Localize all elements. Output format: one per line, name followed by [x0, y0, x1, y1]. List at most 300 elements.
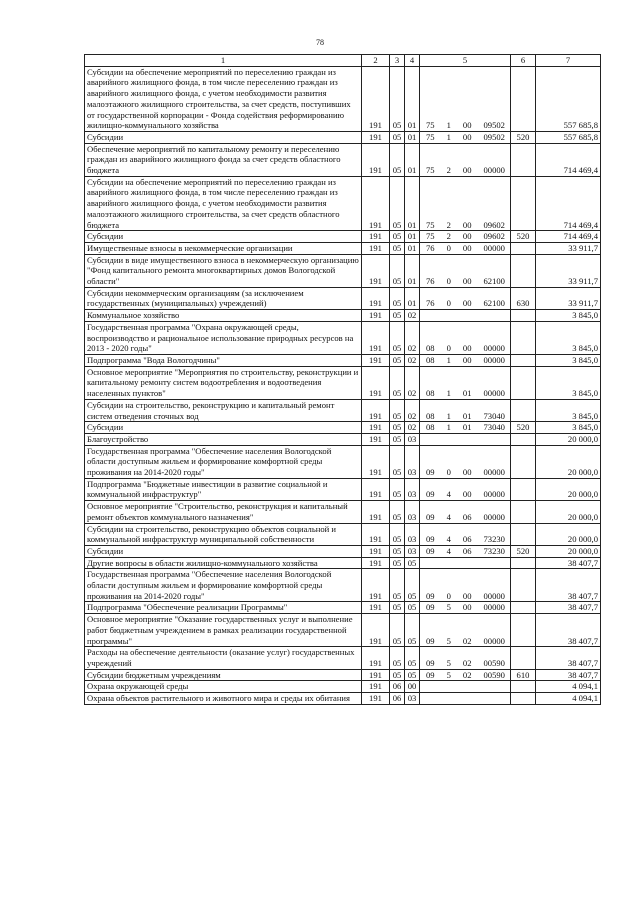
- target-article-code: [422, 546, 508, 557]
- target-article-part: 00000: [483, 511, 505, 522]
- target-article-part: 00: [462, 165, 472, 176]
- target-article-part: 73040: [483, 422, 505, 433]
- target-article-part: 0: [446, 343, 451, 354]
- row-admin-code: 191: [362, 399, 390, 421]
- target-article-part: 00: [462, 131, 472, 142]
- row-target-article: [420, 669, 511, 681]
- row-amount: 4 094,1: [536, 693, 601, 705]
- row-target-article: [420, 693, 511, 705]
- row-name: Государственная программа "Охрана окружающей среды, воспроизводство и рациональное использование природных ресурсов на 2013 - 2020 годы": [85, 321, 362, 354]
- row-amount: 33 911,7: [536, 242, 601, 254]
- row-section-code: 05: [390, 399, 405, 421]
- row-amount: 557 685,8: [536, 66, 601, 131]
- target-article-part: 1: [446, 131, 451, 142]
- row-section-code: 05: [390, 321, 405, 354]
- row-name: Субсидии: [85, 545, 362, 557]
- table-row: [85, 614, 601, 647]
- target-article-code: [422, 591, 508, 602]
- table-row: [85, 354, 601, 366]
- target-article-part: 76: [426, 276, 435, 287]
- table-row: [85, 287, 601, 309]
- target-article-part: 5: [446, 602, 451, 613]
- row-name: Подпрограмма "Обеспечение реализации Программы": [85, 602, 362, 614]
- target-article-part: 75: [426, 231, 435, 242]
- row-amount: 20 000,0: [536, 501, 601, 523]
- row-admin-code: 191: [362, 523, 390, 545]
- row-expense-type: [511, 602, 536, 614]
- target-article-part: 00: [462, 276, 472, 287]
- row-admin-code: 191: [362, 176, 390, 231]
- row-admin-code: 191: [362, 321, 390, 354]
- row-section-code: 05: [390, 143, 405, 176]
- row-admin-code: 191: [362, 693, 390, 705]
- target-article-part: 00: [462, 602, 472, 613]
- target-article-part: 4: [446, 534, 451, 545]
- row-amount: 33 911,7: [536, 254, 601, 287]
- row-admin-code: 191: [362, 310, 390, 322]
- row-section-code: 05: [390, 478, 405, 500]
- row-expense-type: [511, 647, 536, 669]
- row-target-article: [420, 242, 511, 254]
- row-expense-type: [511, 501, 536, 523]
- row-expense-type: [511, 143, 536, 176]
- table-row: [85, 254, 601, 287]
- row-name: Государственная программа "Обеспечение населения Вологодской области доступным жильем и формирование комфортной среды проживания на 2014-2020 годы": [85, 445, 362, 478]
- row-subsection-code: 01: [405, 231, 420, 243]
- col-header-5: 5: [420, 55, 511, 67]
- row-target-article: [420, 66, 511, 131]
- row-section-code: 05: [390, 557, 405, 569]
- target-article-part: 06: [462, 511, 472, 522]
- row-name: Субсидии: [85, 131, 362, 143]
- row-admin-code: 191: [362, 433, 390, 445]
- row-section-code: 05: [390, 254, 405, 287]
- row-admin-code: 191: [362, 557, 390, 569]
- target-article-part: 73230: [483, 534, 505, 545]
- target-article-code: [422, 343, 508, 354]
- target-article-part: 00: [462, 298, 472, 309]
- row-section-code: 05: [390, 501, 405, 523]
- target-article-part: 08: [426, 343, 435, 354]
- row-amount: 38 407,7: [536, 669, 601, 681]
- row-amount: 38 407,7: [536, 602, 601, 614]
- target-article-part: 4: [446, 545, 451, 556]
- target-article-code: [422, 636, 508, 647]
- row-expense-type: [511, 176, 536, 231]
- table-row: [85, 681, 601, 693]
- row-subsection-code: 02: [405, 366, 420, 399]
- row-name: Субсидии на обеспечение мероприятий по переселению граждан из аварийного жилищного фонда, в том числе переселению граждан из аварийного жилищного фонда, с учетом необходимости развития малоэтажного жилищного строительства, за счет средств, поступивших от государственной корпорации - Фонда содействия реформированию жилищно-коммунального хозяйства: [85, 66, 362, 131]
- table-row: [85, 557, 601, 569]
- row-expense-type: [511, 354, 536, 366]
- row-name: Охрана объектов растительного и животного мира и среды их обитания: [85, 693, 362, 705]
- row-target-article: [420, 354, 511, 366]
- target-article-code: [422, 231, 508, 242]
- target-article-part: 00000: [483, 165, 505, 176]
- row-expense-type: [511, 523, 536, 545]
- row-section-code: 05: [390, 614, 405, 647]
- target-article-code: [422, 120, 508, 131]
- row-target-article: [420, 545, 511, 557]
- row-admin-code: 191: [362, 669, 390, 681]
- row-target-article: [420, 254, 511, 287]
- target-article-code: [422, 422, 508, 433]
- target-article-part: 2: [446, 219, 451, 230]
- row-admin-code: 191: [362, 66, 390, 131]
- row-section-code: 05: [390, 647, 405, 669]
- target-article-part: 00: [462, 120, 472, 131]
- row-name: Коммунальное хозяйство: [85, 310, 362, 322]
- target-article-part: 08: [426, 388, 435, 399]
- target-article-part: 00: [462, 343, 472, 354]
- table-row: [85, 501, 601, 523]
- row-target-article: [420, 569, 511, 602]
- target-article-part: 00000: [483, 354, 505, 365]
- target-article-part: 09: [426, 602, 435, 613]
- row-target-article: [420, 557, 511, 569]
- target-article-code: [422, 165, 508, 176]
- target-article-part: 00000: [483, 590, 505, 601]
- target-article-part: 09: [426, 635, 435, 646]
- row-target-article: [420, 523, 511, 545]
- row-section-code: 05: [390, 66, 405, 131]
- target-article-part: 02: [462, 635, 472, 646]
- target-article-part: 00590: [483, 669, 505, 680]
- row-amount: 714 469,4: [536, 176, 601, 231]
- target-article-part: 00: [462, 242, 472, 253]
- row-admin-code: 191: [362, 647, 390, 669]
- target-article-part: 00000: [483, 467, 505, 478]
- row-expense-type: [511, 399, 536, 421]
- table-row: [85, 478, 601, 500]
- row-expense-type: 520: [511, 131, 536, 143]
- target-article-part: 2: [446, 165, 451, 176]
- target-article-part: 01: [462, 422, 472, 433]
- target-article-code: [422, 243, 508, 254]
- target-article-code: [422, 489, 508, 500]
- table-row: [85, 66, 601, 131]
- row-expense-type: 630: [511, 287, 536, 309]
- target-article-part: 01: [462, 388, 472, 399]
- table-row: [85, 569, 601, 602]
- table-row: [85, 545, 601, 557]
- target-article-part: 00: [462, 489, 472, 500]
- table-row: [85, 445, 601, 478]
- row-subsection-code: 01: [405, 176, 420, 231]
- target-article-part: 09: [426, 657, 435, 668]
- row-target-article: [420, 321, 511, 354]
- target-article-part: 5: [446, 657, 451, 668]
- target-article-part: 01: [462, 410, 472, 421]
- row-subsection-code: 05: [405, 602, 420, 614]
- target-article-code: [422, 658, 508, 669]
- row-subsection-code: 05: [405, 669, 420, 681]
- row-expense-type: [511, 478, 536, 500]
- row-admin-code: 191: [362, 287, 390, 309]
- row-admin-code: 191: [362, 602, 390, 614]
- target-article-code: [422, 355, 508, 366]
- target-article-part: 09: [426, 467, 435, 478]
- row-section-code: 05: [390, 176, 405, 231]
- target-article-part: 09502: [483, 131, 505, 142]
- row-admin-code: 191: [362, 231, 390, 243]
- row-subsection-code: 02: [405, 399, 420, 421]
- row-section-code: 05: [390, 669, 405, 681]
- row-section-code: 05: [390, 445, 405, 478]
- target-article-part: 08: [426, 422, 435, 433]
- row-amount: 3 845,0: [536, 422, 601, 434]
- target-article-code: [422, 512, 508, 523]
- target-article-part: 4: [446, 511, 451, 522]
- row-name: Основное мероприятие "Оказание государственных услуг и выполнение работ бюджетным учреждением в рамках реализации государственной программы": [85, 614, 362, 647]
- table-row: [85, 231, 601, 243]
- row-section-code: 05: [390, 310, 405, 322]
- row-expense-type: [511, 321, 536, 354]
- row-subsection-code: 01: [405, 254, 420, 287]
- row-name: Другие вопросы в области жилищно-коммунального хозяйства: [85, 557, 362, 569]
- target-article-part: 09: [426, 534, 435, 545]
- target-article-part: 73230: [483, 545, 505, 556]
- target-article-part: 1: [446, 120, 451, 131]
- row-subsection-code: 01: [405, 131, 420, 143]
- target-article-part: 06: [462, 534, 472, 545]
- row-target-article: [420, 176, 511, 231]
- row-expense-type: [511, 569, 536, 602]
- target-article-code: [422, 220, 508, 231]
- target-article-part: 0: [446, 467, 451, 478]
- target-article-part: 00000: [483, 489, 505, 500]
- row-name: Государственная программа "Обеспечение населения Вологодской области доступным жильем и формирование комфортной среды проживания на 2014-2020 годы": [85, 569, 362, 602]
- target-article-part: 4: [446, 489, 451, 500]
- target-article-part: 09602: [483, 231, 505, 242]
- target-article-part: 75: [426, 120, 435, 131]
- row-target-article: [420, 310, 511, 322]
- target-article-part: 08: [426, 410, 435, 421]
- row-subsection-code: 01: [405, 287, 420, 309]
- row-name: Подпрограмма "Бюджетные инвестиции в развитие социальной и коммунальной инфраструктур": [85, 478, 362, 500]
- row-section-code: 05: [390, 523, 405, 545]
- target-article-part: 08: [426, 354, 435, 365]
- row-amount: 3 845,0: [536, 354, 601, 366]
- target-article-part: 00000: [483, 635, 505, 646]
- row-admin-code: 191: [362, 569, 390, 602]
- table-row: [85, 669, 601, 681]
- row-section-code: 05: [390, 131, 405, 143]
- row-expense-type: [511, 66, 536, 131]
- row-admin-code: 191: [362, 478, 390, 500]
- row-subsection-code: 03: [405, 523, 420, 545]
- row-section-code: 05: [390, 602, 405, 614]
- row-name: Имущественные взносы в некоммерческие организации: [85, 242, 362, 254]
- col-header-1: 1: [85, 55, 362, 67]
- target-article-part: 1: [446, 388, 451, 399]
- row-target-article: [420, 366, 511, 399]
- row-subsection-code: 01: [405, 242, 420, 254]
- row-target-article: [420, 231, 511, 243]
- table-row: [85, 242, 601, 254]
- col-header-4: 4: [405, 55, 420, 67]
- table-row: [85, 131, 601, 143]
- row-subsection-code: 05: [405, 569, 420, 602]
- row-name: Субсидии на обеспечение мероприятий по переселению граждан из аварийного жилищного фонда, в том числе переселению граждан из аварийного жилищного фонда, с учетом необходимости развития малоэтажного жилищного строительства, за счет средств областного бюджета: [85, 176, 362, 231]
- row-admin-code: 191: [362, 242, 390, 254]
- target-article-part: 09502: [483, 120, 505, 131]
- budget-table: [84, 54, 601, 705]
- target-article-part: 00: [462, 354, 472, 365]
- row-subsection-code: 03: [405, 501, 420, 523]
- row-name: Субсидии: [85, 231, 362, 243]
- target-article-part: 0: [446, 242, 451, 253]
- row-expense-type: 610: [511, 669, 536, 681]
- row-target-article: [420, 501, 511, 523]
- target-article-part: 09: [426, 511, 435, 522]
- row-admin-code: 191: [362, 445, 390, 478]
- target-article-part: 75: [426, 131, 435, 142]
- target-article-code: [422, 132, 508, 143]
- row-target-article: [420, 287, 511, 309]
- row-amount: 38 407,7: [536, 614, 601, 647]
- target-article-part: 02: [462, 657, 472, 668]
- target-article-part: 1: [446, 354, 451, 365]
- table-row: [85, 366, 601, 399]
- row-name: Субсидии в виде имущественного взноса в некоммерческую организацию "Фонд капитального ремонта многоквартирных домов Вологодской области": [85, 254, 362, 287]
- target-article-code: [422, 602, 508, 613]
- row-subsection-code: 03: [405, 478, 420, 500]
- row-amount: 38 407,7: [536, 557, 601, 569]
- target-article-part: 5: [446, 635, 451, 646]
- target-article-part: 75: [426, 165, 435, 176]
- row-expense-type: [511, 614, 536, 647]
- target-article-part: 2: [446, 231, 451, 242]
- row-target-article: [420, 399, 511, 421]
- target-article-code: [422, 298, 508, 309]
- page-number: 78: [316, 38, 324, 47]
- row-section-code: 05: [390, 569, 405, 602]
- row-amount: 3 845,0: [536, 366, 601, 399]
- row-admin-code: 191: [362, 681, 390, 693]
- row-admin-code: 191: [362, 614, 390, 647]
- table-row: [85, 310, 601, 322]
- row-subsection-code: 01: [405, 143, 420, 176]
- table-row: [85, 647, 601, 669]
- row-subsection-code: 05: [405, 647, 420, 669]
- row-amount: 714 469,4: [536, 231, 601, 243]
- row-amount: 557 685,8: [536, 131, 601, 143]
- row-admin-code: 191: [362, 366, 390, 399]
- target-article-part: 1: [446, 410, 451, 421]
- row-name: Расходы на обеспечение деятельности (оказание услуг) государственных учреждений: [85, 647, 362, 669]
- table-row: [85, 399, 601, 421]
- row-expense-type: [511, 242, 536, 254]
- row-subsection-code: 03: [405, 445, 420, 478]
- row-expense-type: [511, 310, 536, 322]
- row-subsection-code: 01: [405, 66, 420, 131]
- row-expense-type: [511, 254, 536, 287]
- row-target-article: [420, 422, 511, 434]
- row-name: Основное мероприятие "Строительство, реконструкция и капитальный ремонт объектов коммунального назначения": [85, 501, 362, 523]
- row-target-article: [420, 647, 511, 669]
- row-target-article: [420, 478, 511, 500]
- row-subsection-code: 05: [405, 557, 420, 569]
- target-article-part: 00: [462, 231, 472, 242]
- row-admin-code: 191: [362, 545, 390, 557]
- row-admin-code: 191: [362, 354, 390, 366]
- row-expense-type: [511, 693, 536, 705]
- row-admin-code: 191: [362, 422, 390, 434]
- row-subsection-code: 02: [405, 321, 420, 354]
- target-article-part: 75: [426, 219, 435, 230]
- row-expense-type: 520: [511, 545, 536, 557]
- header-row: [85, 55, 601, 67]
- row-expense-type: [511, 445, 536, 478]
- target-article-part: 1: [446, 422, 451, 433]
- row-subsection-code: 02: [405, 422, 420, 434]
- row-amount: 20 000,0: [536, 433, 601, 445]
- table-row: [85, 523, 601, 545]
- row-name: Субсидии: [85, 422, 362, 434]
- target-article-part: 00000: [483, 388, 505, 399]
- row-target-article: [420, 681, 511, 693]
- row-name: Охрана окружающей среды: [85, 681, 362, 693]
- row-section-code: 05: [390, 287, 405, 309]
- target-article-part: 0: [446, 298, 451, 309]
- target-article-part: 02: [462, 669, 472, 680]
- row-admin-code: 191: [362, 131, 390, 143]
- col-header-2: 2: [362, 55, 390, 67]
- target-article-part: 76: [426, 242, 435, 253]
- row-name: Субсидии на строительство, реконструкцию объектов социальной и коммунальной инфраструктур муниципальной собственности: [85, 523, 362, 545]
- row-subsection-code: 03: [405, 693, 420, 705]
- row-admin-code: 191: [362, 254, 390, 287]
- row-amount: 4 094,1: [536, 681, 601, 693]
- table-row: [85, 176, 601, 231]
- row-name: Основное мероприятие "Мероприятия по строительству, реконструкции и капитальному ремонту систем водоотребления и водоотведения населенных пунктов": [85, 366, 362, 399]
- table-row: [85, 433, 601, 445]
- col-header-3: 3: [390, 55, 405, 67]
- target-article-part: 00: [462, 590, 472, 601]
- target-article-part: 06: [462, 545, 472, 556]
- row-name: Подпрограмма "Вода Вологодчины": [85, 354, 362, 366]
- col-header-6: 6: [511, 55, 536, 67]
- row-admin-code: 191: [362, 143, 390, 176]
- row-amount: 20 000,0: [536, 523, 601, 545]
- row-amount: 714 469,4: [536, 143, 601, 176]
- target-article-part: 00: [462, 219, 472, 230]
- row-amount: 3 845,0: [536, 310, 601, 322]
- row-name: Субсидии бюджетным учреждениям: [85, 669, 362, 681]
- table-row: [85, 321, 601, 354]
- table-row: [85, 422, 601, 434]
- table-row: [85, 602, 601, 614]
- row-section-code: 05: [390, 242, 405, 254]
- row-expense-type: 520: [511, 231, 536, 243]
- target-article-code: [422, 388, 508, 399]
- row-subsection-code: 03: [405, 545, 420, 557]
- row-target-article: [420, 433, 511, 445]
- row-target-article: [420, 143, 511, 176]
- target-article-code: [422, 411, 508, 422]
- row-name: Субсидии на строительство, реконструкцию и капитальный ремонт систем отведения сточных вод: [85, 399, 362, 421]
- table-body: [85, 66, 601, 704]
- table-row: [85, 693, 601, 705]
- row-subsection-code: 00: [405, 681, 420, 693]
- row-amount: 3 845,0: [536, 399, 601, 421]
- target-article-part: 0: [446, 276, 451, 287]
- row-target-article: [420, 131, 511, 143]
- col-header-7: 7: [536, 55, 601, 67]
- target-article-part: 09: [426, 545, 435, 556]
- target-article-part: 09: [426, 669, 435, 680]
